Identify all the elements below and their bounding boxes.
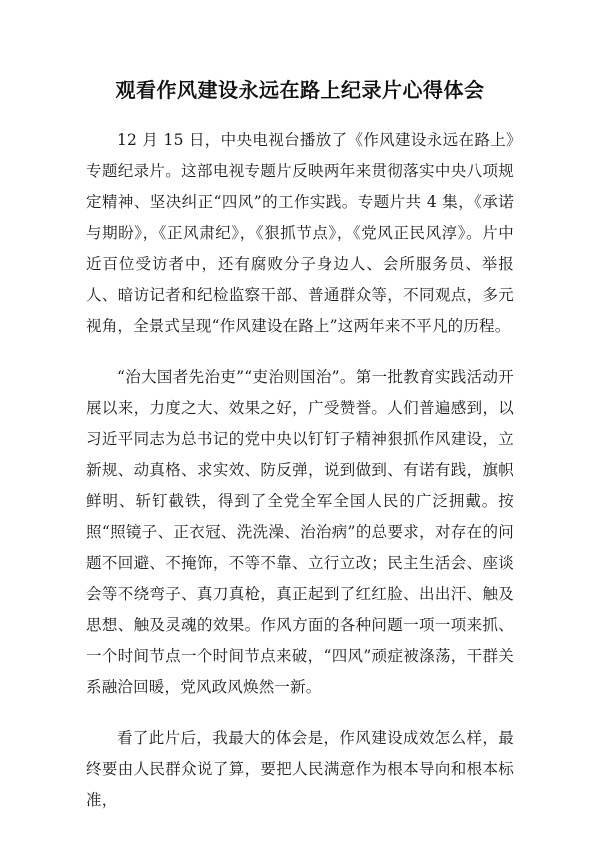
document-title: 观看作风建设永远在路上纪录片心得体会 (115, 78, 485, 102)
paragraph-3: 看了此片后，我最大的体会是，作风建设成效怎么样，最终要由人民群众说了算，要把人民满意作为根本导向和根本标准， (86, 729, 514, 809)
paragraph-2: “治大国者先治吏”“吏治则国治”。第一批教育实践活动开展以来，力度之大、效果之好，广受赞誉。人们普遍感到，以习近平同志为总书记的党中央以钉钉子精神狠抓作风建设，立新规、动真格、求实效、防反弹，说到做到、有诺有践，旗帜鲜明、斩钉截铁，得到了全党全军全国人民的广泛拥戴。按照“照镜子、正衣冠、洗洗澡、治治病”的总要求，对存在的问题不回避、不掩饰，不等不靠、立行立改；民主生活会、座谈会等不绕弯子、真刀真枪，真正起到了红红脸、出出汗、触及思想、触及灵魂的效果。作风方面的各种问题一项一项来抓、一个时间节点一个时间节点来破，“四风”顽症被涤荡，干群关系融洽回暖，党风政风焕然一新。 (86, 368, 514, 696)
paragraph-1: 12 月 15 日，中央电视台播放了《作风建设永远在路上》专题纪录片。这部电视专题片反映两年来贯彻落实中央八项规定精神、坚决纠正“四风”的工作实践。专题片共 4 集，《承诺与期盼》，《正风肃纪》，《狠抓节点》，《党风正民风淳》。片中近百位受访者中，还有腐败分子身边人、会所服务员、举报人、暗访记者和纪检监察干部、普通群众等，不同观点，多元视角，全景式呈现“作风建设在路上”这两年来不平凡的历程。 (86, 131, 514, 335)
